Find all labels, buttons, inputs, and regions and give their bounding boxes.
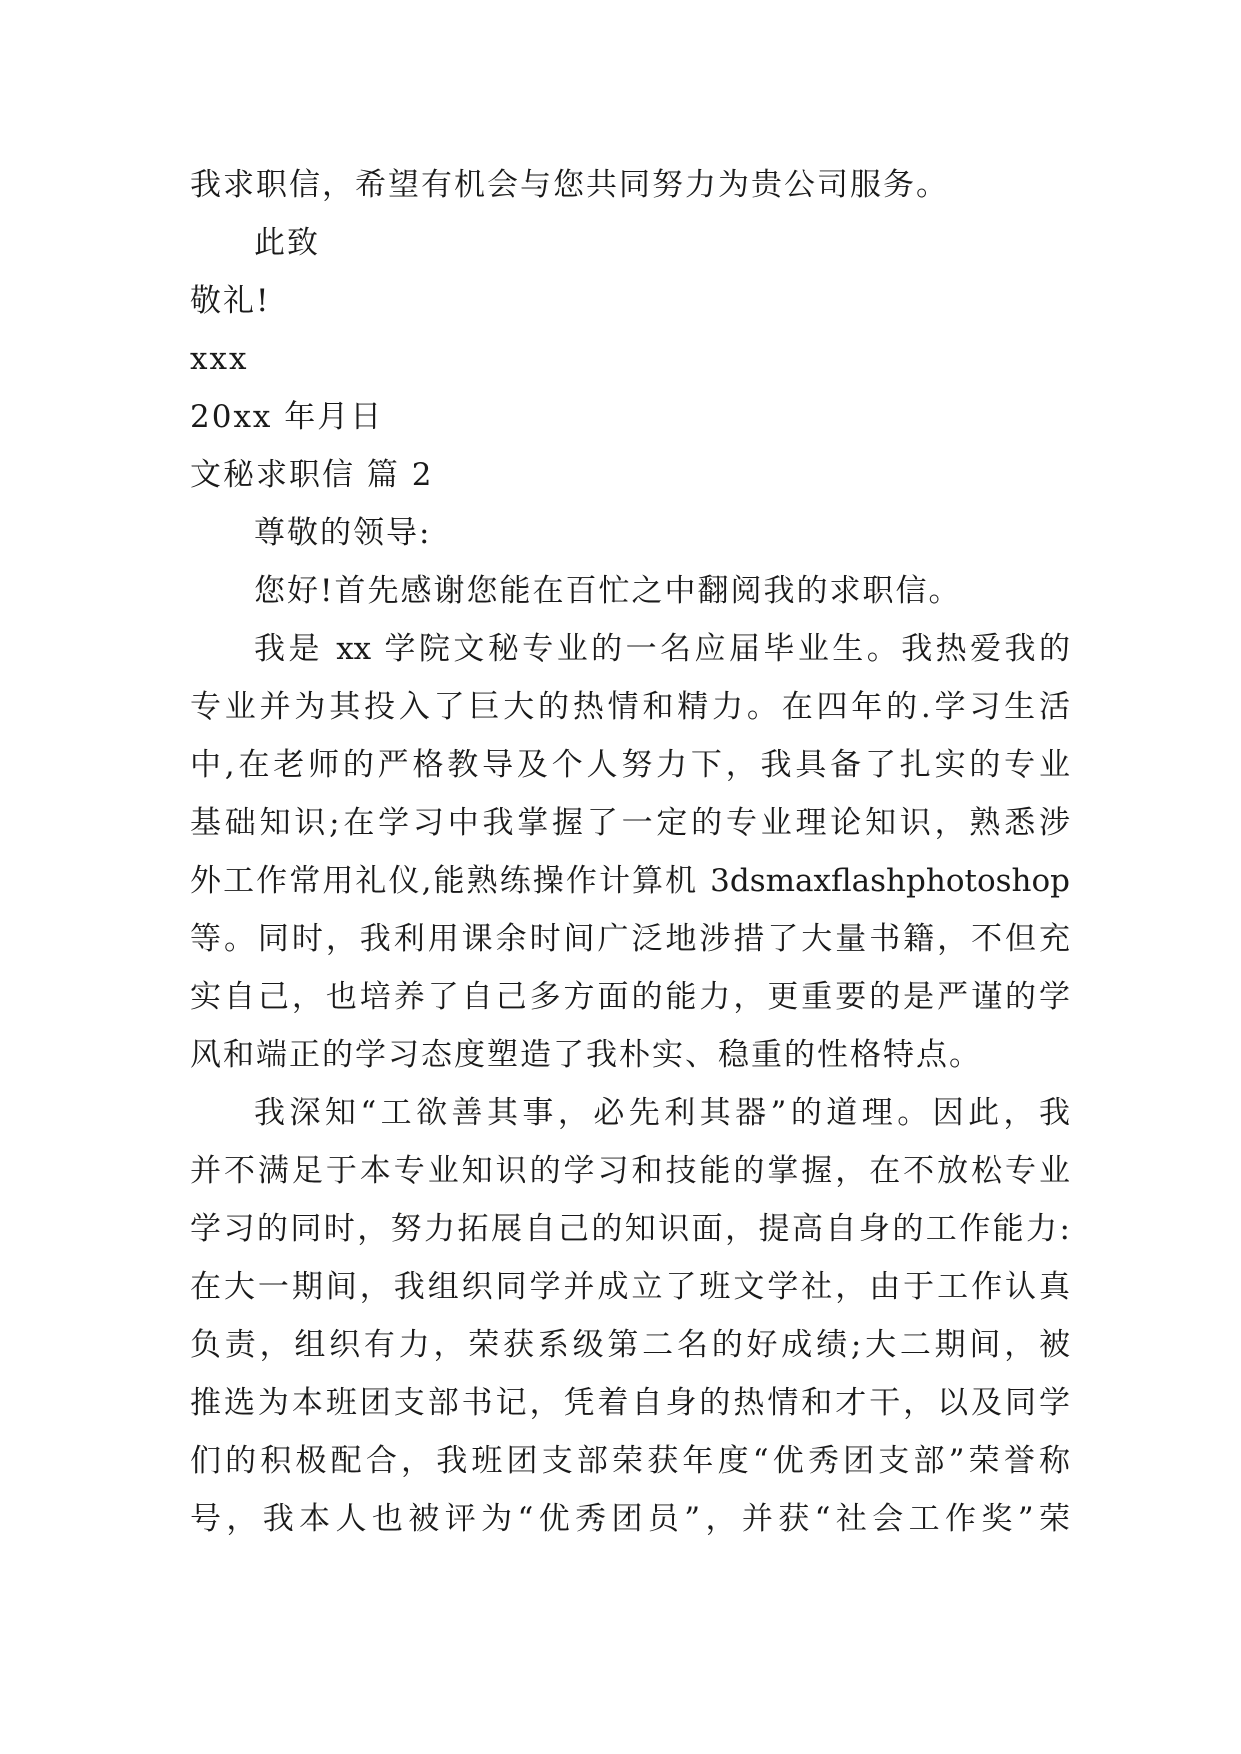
paragraph-1-line-4: 基础知识;在学习中我掌握了一定的专业理论知识，熟悉涉	[190, 805, 1070, 841]
paragraph-2-line-6: 推选为本班团支部书记，凭着自身的热情和才干，以及同学	[190, 1385, 1070, 1421]
paragraph-1-line-7: 实自己，也培养了自己多方面的能力，更重要的是严谨的学	[190, 979, 1070, 1015]
paragraph-1-line-3: 中,在老师的严格教导及个人努力下，我具备了扎实的专业	[190, 747, 1070, 783]
text-line-date: 20xx 年月日	[190, 399, 384, 435]
paragraph-2-line-8: 号，我本人也被评为“优秀团员”，并获“社会工作奖”荣	[190, 1501, 1070, 1537]
text-line-salutation: 敬礼!	[190, 283, 271, 319]
paragraph-2-line-2: 并不满足于本专业知识的学习和技能的掌握，在不放松专业	[190, 1153, 1070, 1189]
text-line-1: 我求职信，希望有机会与您共同努力为贵公司服务。	[190, 167, 949, 203]
paragraph-2-line-5: 负责，组织有力，荣获系级第二名的好成绩;大二期间，被	[190, 1327, 1070, 1363]
paragraph-2-line-4: 在大一期间，我组织同学并成立了班文学社，由于工作认真	[190, 1269, 1070, 1305]
paragraph-1-line-5: 外工作常用礼仪,能熟练操作计算机 3dsmaxflashphotoshop	[190, 863, 1070, 899]
paragraph-2-line-7: 们的积极配合，我班团支部荣获年度“优秀团支部”荣誉称	[190, 1443, 1070, 1479]
paragraph-2-line-1: 我深知“工欲善其事，必先利其器”的道理。因此，我	[254, 1095, 1070, 1131]
text-line-intro: 您好!首先感谢您能在百忙之中翻阅我的求职信。	[254, 573, 962, 609]
text-line-greeting: 尊敬的领导:	[254, 515, 432, 551]
paragraph-1-line-1: 我是 xx 学院文秘专业的一名应届毕业生。我热爱我的	[254, 631, 1070, 667]
paragraph-1-line-2: 专业并为其投入了巨大的热情和精力。在四年的.学习生活	[190, 689, 1070, 725]
text-line-closing: 此致	[254, 225, 320, 261]
paragraph-2-line-3: 学习的同时，努力拓展自己的知识面，提高自身的工作能力:	[190, 1211, 1070, 1247]
section-heading: 文秘求职信 篇 2	[190, 457, 434, 493]
text-line-signature: xxx	[190, 341, 249, 377]
paragraph-1-line-6: 等。同时，我利用课余时间广泛地涉措了大量书籍，不但充	[190, 921, 1070, 957]
paragraph-1-line-8: 风和端正的学习态度塑造了我朴实、稳重的性格特点。	[190, 1037, 982, 1073]
